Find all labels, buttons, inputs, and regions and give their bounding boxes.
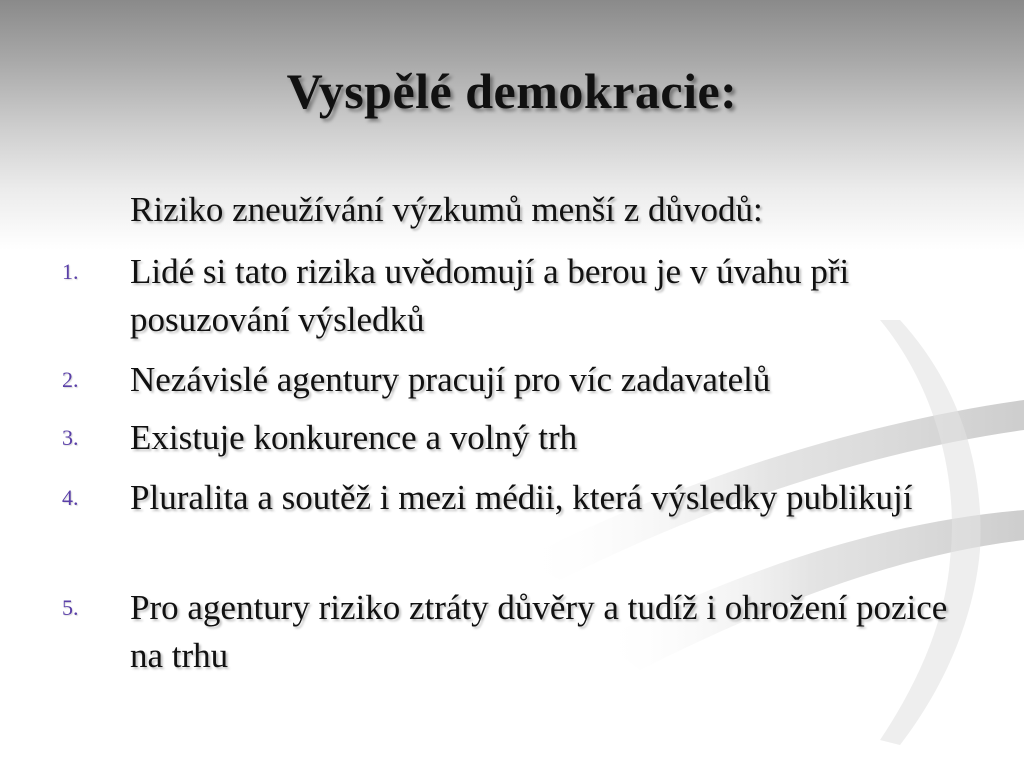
list-item-text: Pro agentury riziko ztráty důvěry a tudíž i ohrožení pozice na trhu	[130, 588, 948, 675]
slide-title: Vyspělé demokracie:	[286, 63, 738, 119]
list-item-number: 5.	[62, 595, 79, 620]
intro-text: Riziko zneužívání výzkumů menší z důvodů:	[130, 190, 763, 229]
list-item-text: Existuje konkurence a volný trh	[130, 418, 578, 457]
list-item-text: Pluralita a soutěž i mezi médii, která výsledky publikují	[130, 478, 913, 517]
list-item-number: 4.	[62, 485, 79, 510]
list-item-number: 2.	[62, 367, 79, 392]
list-item-text: Lidé si tato rizika uvědomují a berou je v úvahu při posuzování výsledků	[130, 252, 850, 339]
list-item-number: 3.	[62, 425, 79, 450]
list-item-text: Nezávislé agentury pracují pro víc zadavatelů	[130, 360, 771, 399]
list-item-number: 1.	[62, 259, 79, 284]
